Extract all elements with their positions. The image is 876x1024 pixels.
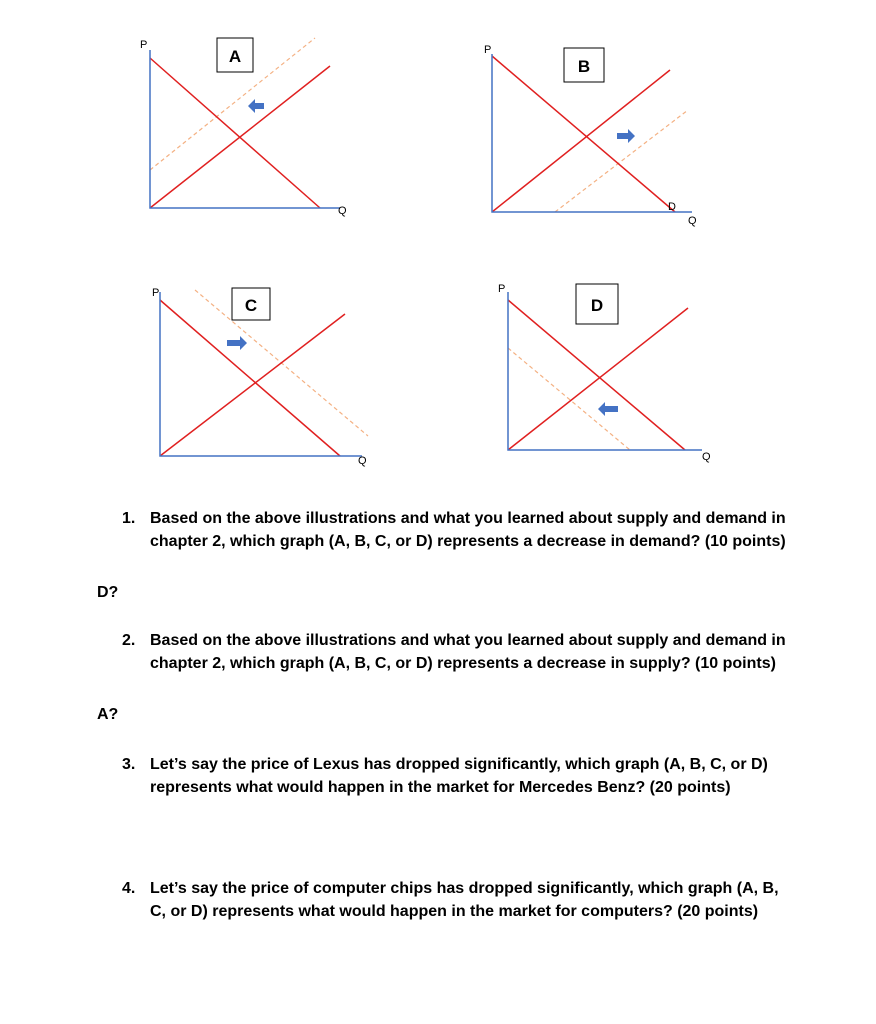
- demand-curve-label: D: [668, 201, 676, 213]
- question-text: Based on the above illustrations and what you learned about supply and demand in chapter 2, which graph (A, B, C, or D) represents a decrease in supply? (10 points): [150, 632, 786, 672]
- q-axis-label: Q: [702, 451, 711, 463]
- graph-label: D: [590, 296, 604, 315]
- answer-2: A?: [97, 706, 119, 723]
- answer-1: D?: [97, 584, 119, 601]
- p-axis-label: P: [498, 283, 506, 295]
- question-text: Let’s say the price of computer chips has dropped significantly, which graph (A, B, C, or D) represents what would happen in the market for computers? (20 points): [150, 880, 779, 920]
- question-number: 2.: [122, 632, 136, 649]
- question-text: Based on the above illustrations and what you learned about supply and demand in chapter 2, which graph (A, B, C, or D) represents a decrease in demand? (10 points): [150, 510, 786, 550]
- p-axis-label: P: [484, 44, 492, 56]
- q-axis-label: Q: [688, 215, 697, 227]
- question-1: [122, 507, 790, 553]
- question-text: Let’s say the price of Lexus has dropped significantly, which graph (A, B, C, or D) represents what would happen in the market for Mercedes Benz? (20 points): [150, 756, 768, 796]
- question-number: 3.: [122, 756, 136, 773]
- graph-label: C: [244, 296, 258, 315]
- q-axis-label: Q: [358, 455, 367, 467]
- question-number: 1.: [122, 510, 136, 527]
- question-4: [122, 877, 790, 923]
- q-axis-label: Q: [338, 205, 347, 217]
- graph-label: B: [577, 57, 591, 76]
- p-axis-label: P: [140, 39, 148, 51]
- p-axis-label: P: [152, 287, 160, 299]
- question-number: 4.: [122, 880, 136, 897]
- graph-label: A: [228, 47, 242, 66]
- question-2: [122, 629, 790, 675]
- question-3: [122, 753, 790, 799]
